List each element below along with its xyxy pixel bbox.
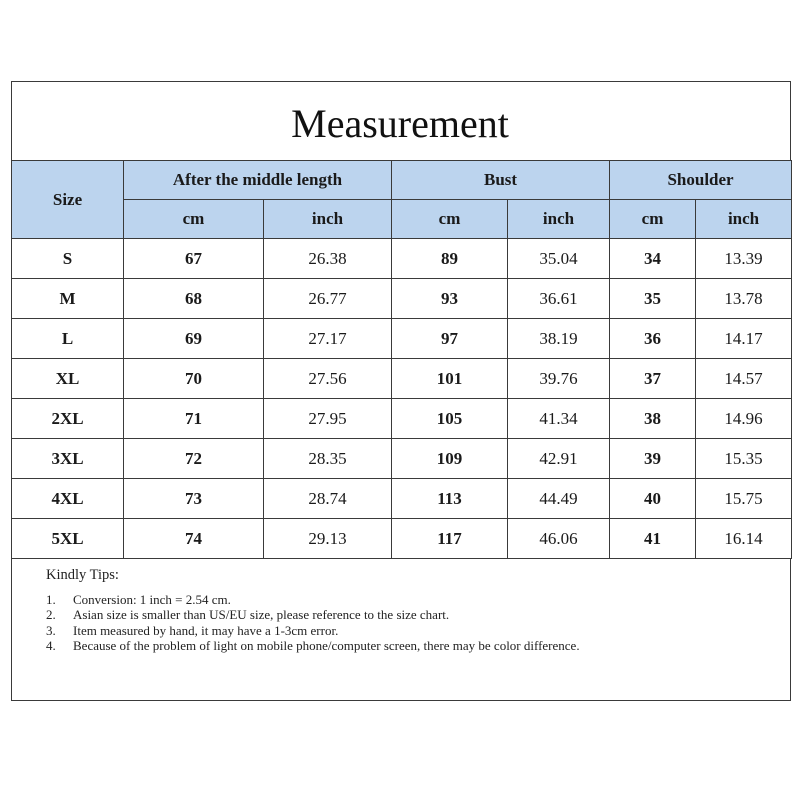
tip-item (46, 623, 746, 639)
value-cell: 28.74 (264, 479, 392, 519)
value-cell: 109 (392, 439, 508, 479)
table-row (12, 399, 792, 439)
unit-header: cm (392, 200, 508, 239)
value-cell: 36.61 (508, 279, 610, 319)
value-cell: 14.57 (696, 359, 792, 399)
table-header-row (12, 161, 792, 200)
value-cell: 72 (124, 439, 264, 479)
tip-number: 1. (46, 591, 56, 607)
size-table (11, 160, 792, 559)
tip-number: 4. (46, 638, 56, 653)
value-cell: 41.34 (508, 399, 610, 439)
value-cell: 14.17 (696, 319, 792, 359)
value-cell: 14.96 (696, 399, 792, 439)
size-cell: S (12, 239, 124, 279)
value-cell: 13.78 (696, 279, 792, 319)
value-cell: 74 (124, 519, 264, 559)
value-cell: 35.04 (508, 239, 610, 279)
value-cell: 68 (124, 279, 264, 319)
size-cell: M (12, 279, 124, 319)
group-header-length: After the middle length (124, 161, 392, 200)
value-cell: 101 (392, 359, 508, 399)
value-cell: 71 (124, 399, 264, 439)
size-cell: XL (12, 359, 124, 399)
value-cell: 27.95 (264, 399, 392, 439)
value-cell: 39 (610, 439, 696, 479)
table-row (12, 439, 792, 479)
value-cell: 41 (610, 519, 696, 559)
value-cell: 26.77 (264, 279, 392, 319)
value-cell: 44.49 (508, 479, 610, 519)
value-cell: 27.56 (264, 359, 392, 399)
value-cell: 93 (392, 279, 508, 319)
value-cell: 46.06 (508, 519, 610, 559)
tips-list (46, 592, 746, 654)
table-row (12, 519, 792, 559)
value-cell: 26.38 (264, 239, 392, 279)
value-cell: 89 (392, 239, 508, 279)
table-row (12, 239, 792, 279)
value-cell: 34 (610, 239, 696, 279)
size-cell: 3XL (12, 439, 124, 479)
tip-item (46, 638, 746, 654)
value-cell: 69 (124, 319, 264, 359)
value-cell: 40 (610, 479, 696, 519)
value-cell: 27.17 (264, 319, 392, 359)
table-row (12, 359, 792, 399)
value-cell: 35 (610, 279, 696, 319)
tips-title: Kindly Tips: (46, 567, 119, 583)
size-cell: 5XL (12, 519, 124, 559)
value-cell: 42.91 (508, 439, 610, 479)
group-header-bust: Bust (392, 161, 610, 200)
unit-header: cm (610, 200, 696, 239)
tip-item (46, 607, 746, 623)
value-cell: 117 (392, 519, 508, 559)
tip-number: 3. (46, 622, 56, 638)
value-cell: 37 (610, 359, 696, 399)
unit-header: inch (508, 200, 610, 239)
size-cell: 2XL (12, 399, 124, 439)
value-cell: 39.76 (508, 359, 610, 399)
table-body (12, 239, 792, 559)
value-cell: 29.13 (264, 519, 392, 559)
value-cell: 38.19 (508, 319, 610, 359)
size-cell: L (12, 319, 124, 359)
value-cell: 97 (392, 319, 508, 359)
table-row (12, 479, 792, 519)
value-cell: 73 (124, 479, 264, 519)
size-cell: 4XL (12, 479, 124, 519)
value-cell: 15.75 (696, 479, 792, 519)
value-cell: 28.35 (264, 439, 392, 479)
page-title: Measurement (291, 101, 509, 146)
value-cell: 13.39 (696, 239, 792, 279)
tip-text: Item measured by hand, it may have a 1-3cm error. (73, 622, 339, 638)
value-cell: 67 (124, 239, 264, 279)
size-header: Size (12, 161, 124, 239)
value-cell: 105 (392, 399, 508, 439)
table-units-row (12, 200, 792, 239)
value-cell: 16.14 (696, 519, 792, 559)
table-row (12, 279, 792, 319)
tip-text: Asian size is smaller than US/EU size, please reference to the size chart. (73, 607, 450, 622)
tip-text: Because of the problem of light on mobile phone/computer screen, there may be color difference. (73, 638, 580, 653)
value-cell: 36 (610, 319, 696, 359)
value-cell: 38 (610, 399, 696, 439)
group-header-shoulder: Shoulder (610, 161, 792, 200)
unit-header: inch (696, 200, 792, 239)
tip-number: 2. (46, 607, 56, 622)
tip-text: Conversion: 1 inch = 2.54 cm. (73, 591, 231, 607)
tip-item (46, 592, 746, 608)
value-cell: 113 (392, 479, 508, 519)
value-cell: 15.35 (696, 439, 792, 479)
unit-header: inch (264, 200, 392, 239)
table-row (12, 319, 792, 359)
kindly-tips (46, 568, 746, 654)
value-cell: 70 (124, 359, 264, 399)
unit-header: cm (124, 200, 264, 239)
